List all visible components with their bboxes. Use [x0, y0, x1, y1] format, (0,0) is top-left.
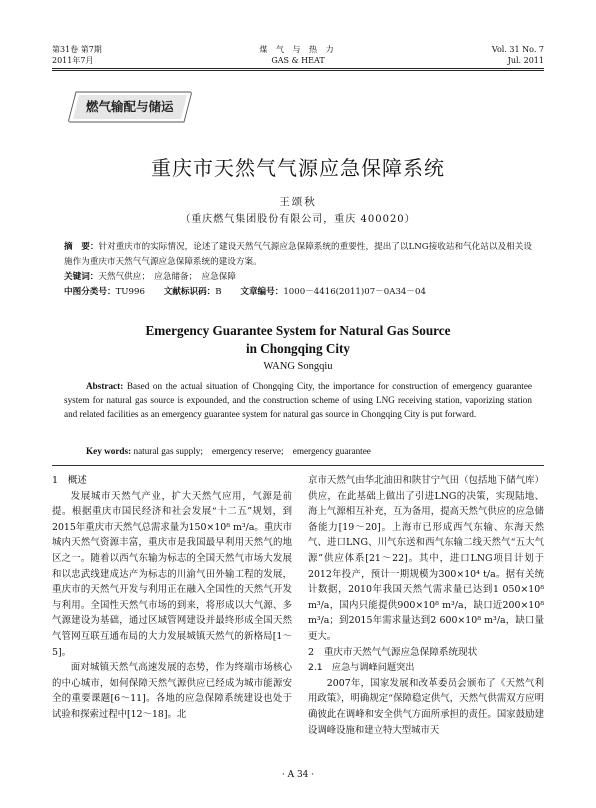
article-id-label: 文章编号： — [240, 287, 284, 297]
author-en: WANG Songqiu — [263, 361, 333, 372]
section-divider — [52, 465, 544, 466]
keywords-cn-label: 关键词： — [64, 272, 99, 282]
abstract-cn-label: 摘 要： — [64, 242, 99, 252]
keywords-cn-text: 天然气供应； 应急储备； 应急保障 — [98, 272, 236, 282]
abstract-en-label: Abstract: — [86, 381, 124, 391]
right-paragraph-1: 京市天然气由华北油田和陕甘宁气田（包括地下储气库）供应，在此基础上做出了引进LNG的决策，实现陆地、海上气源相互补充，互为备用，提高天然气供应的应急储备能力[19～20]。上海市已形成西气东输、东海天然气、进口LNG、川气东送和西气东输二线天然气“五大气源”供应体系[21～22]。其中，进口LNG项目计划于2012年投产，预计一期规模为300×10⁴ t/a。据有关统计数据，2010年我国天然气需求量已达到1 050×10⁸ m³/a，国内只能提供900×10⁸ m³/a，缺口近200×10⁸ m³/a；到2015年需求量达到2 600×10⁸ m³/a，缺口量更大。 — [308, 475, 544, 642]
left-paragraph-1: 发展城市天然气产业，扩大天然气应用，气源是前提。根据重庆市国民经济和社会发展“十二五”规划，到2015年重庆市天然气总需求量为150×10⁸ m³/a。重庆市城内天然气资源丰富，重庆市是我国最早利用天然气的地区之一。随着以西气东输为标志的全国天然气市场大发展和以忠武线建成达产为标志的川渝气田外输工程的发展，重庆市的天然气开发与利用正在融入全国性的天然气开发与利用。全国性天然气市场的到来，将形成以大气源、多气源建设为基础，通过区域管网建设并最终形成全国天然气管网互联互通布局的大力发展城镇天然气的新格局[1～5]。 — [52, 490, 292, 658]
abstract-en-text: Based on the actual situation of Chongqing City, the importance for construction of emergency guarantee system for natural gas source is expounded, and the construction scheme of using LNG receiving station, vaporizing station and related facilities as an emergency guarantee system for natural gas source in Chongqing City is put forward. — [64, 381, 532, 420]
keywords-en-text: natural gas supply; emergency reserve; emergency guarantee — [133, 446, 371, 456]
doc-code-value: B — [215, 287, 222, 297]
classification-row — [64, 285, 534, 297]
clc-value: TU996 — [115, 287, 145, 297]
abstract-cn-text: 针对重庆市的实际情况，论述了建设天然气气源应急保障系统的重要性，提出了以LNG接收站和气化站以及相关设施作为重庆市天然气气源应急保障系统的建设方案。 — [64, 242, 532, 267]
header-date-cn: 2011年7月 — [52, 56, 94, 65]
doc-code-field — [164, 287, 222, 297]
left-paragraph-2: 面对城镇天然气高速发展的态势，作为终端市场核心的中心城市，如何保障天然气源供应已经成为城市能源安全的重要课题[6～11]。各地的应急保障系统建设也处于试验和探索过程中[12～18]。北 — [52, 662, 292, 720]
title-en-line1: Emergency Guarantee System for Natural Gas Source — [145, 323, 451, 338]
article-title-cn: 重庆市天然气气源应急保障系统 — [151, 156, 445, 180]
page-number: · A 34 · — [281, 770, 315, 780]
section-1-heading: 1 概述 — [52, 475, 87, 486]
doc-code-label: 文献标识码： — [163, 287, 216, 297]
right-paragraph-2: 2007年，国家发展和改革委员会颁布了《天然气利用政策》，明确规定“保障稳定供气，天然气供需双方应明确彼此在调峰和安全供气方面所承担的责任。国家鼓励建设调峰设施和建立特大型城市天 — [308, 677, 544, 736]
section-2-heading: 2 重庆市天然气气源应急保障系统现状 — [308, 646, 478, 658]
header-vol-en: Vol. 31 No. 7 — [491, 45, 544, 54]
clc-label: 中图分类号： — [64, 287, 116, 297]
affiliation-cn: （重庆燃气集团股份有限公司，重庆 400020） — [180, 214, 416, 225]
header-vol-cn: 第31卷 第7期 — [52, 45, 102, 54]
author-cn: 王颂秋 — [279, 196, 317, 208]
journal-name-cn: 煤 气 与 热 力 — [259, 45, 337, 54]
journal-name-en: GAS & HEAT — [271, 56, 325, 65]
title-en-line2: in Chongqing City — [245, 341, 351, 356]
abstract-en — [64, 379, 532, 422]
article-id-value: 1000－4416(2011)07－0A34－04 — [283, 287, 426, 297]
body-column-right — [308, 473, 544, 738]
section-banner-label: 燃气输配与储运 — [86, 99, 174, 114]
keywords-cn — [64, 270, 532, 285]
article-title-en — [0, 322, 596, 358]
body-column-left — [52, 473, 292, 723]
header-rule — [52, 68, 544, 69]
section-2-1-heading: 2.1 应急与调峰问题突出 — [308, 662, 415, 674]
keywords-en — [86, 443, 532, 457]
clc-field — [64, 287, 145, 297]
article-id-field — [240, 287, 426, 297]
abstract-cn — [64, 240, 532, 285]
header-volume-en — [492, 44, 544, 66]
header-date-en: Jul. 2011 — [507, 56, 544, 65]
header-rule-thin — [52, 70, 544, 71]
keywords-en-label: Key words: — [86, 446, 132, 456]
abstract-cn-body — [64, 240, 532, 270]
